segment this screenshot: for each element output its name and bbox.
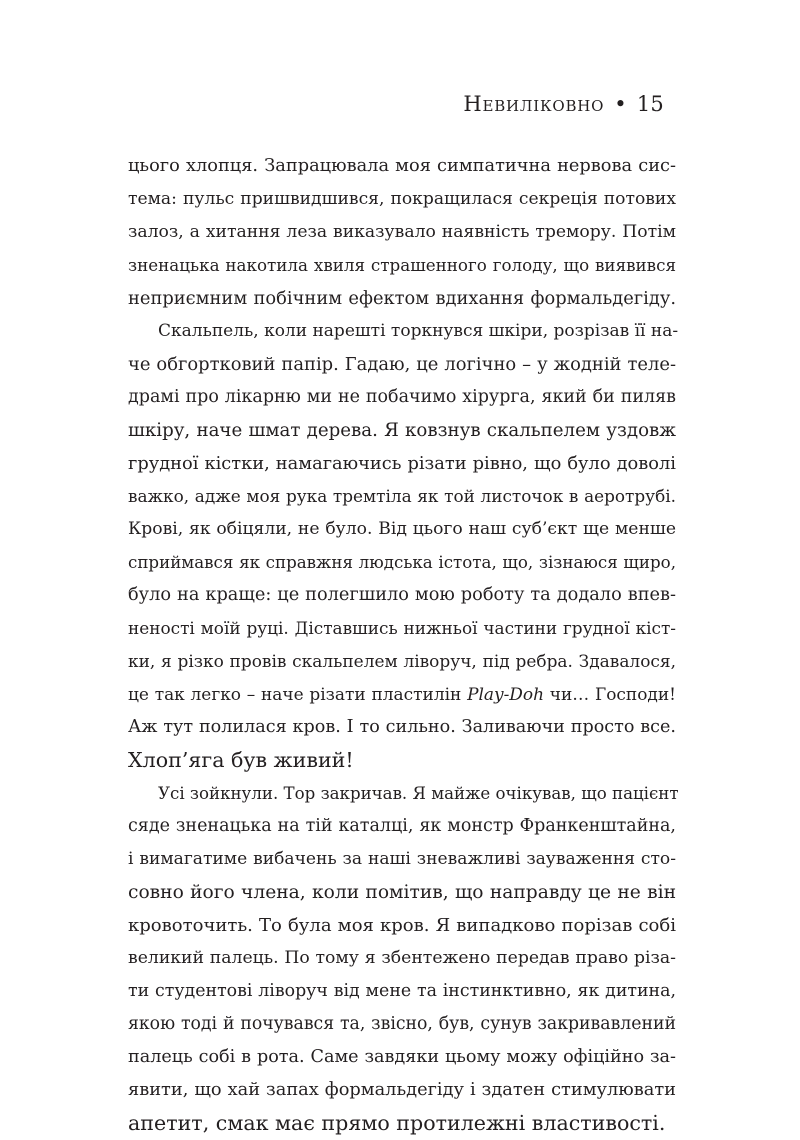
text-line: грудної кістки, намагаючись різати рівно, що було доволі	[128, 453, 676, 474]
running-header	[463, 92, 664, 116]
text-line: Крові, як обіцяли, не було. Від цього наш суб’єкт ще менше	[128, 519, 676, 539]
text-line: палець собі в рота. Саме завдяки цьому можу офіційно за-	[128, 1047, 676, 1067]
text-line: драмі про лікарню ми не побачимо хірурга, який би пиляв	[128, 387, 676, 407]
text-line: апетит, смак має прямо протилежні властивості.	[128, 1111, 666, 1135]
text-line: залоз, а хитання леза виказувало наявність тремору. Потім	[128, 222, 676, 242]
text-line: ки, я різко провів скальпелем ліворуч, під ребра. Здавалося,	[128, 651, 676, 671]
text-line: Усі зойкнули. Тор закричав. Я майже очікував, що пацієнт	[158, 784, 679, 803]
text-line: Аж тут полилася кров. І то сильно. Заливаючи просто все.	[128, 717, 676, 737]
body-text	[128, 150, 679, 1140]
text-line: Скальпель, коли нарешті торкнувся шкіри, розрізав її на-	[158, 321, 679, 341]
text-line: че обгортковий папір. Гадаю, це логічно – у жодній теле-	[128, 354, 676, 375]
text-line: тема: пульс пришвидшився, покращилася секреція потових	[128, 189, 676, 209]
text-segment: чи… Господи!	[544, 684, 676, 704]
text-line: совно його члена, коли помітив, що направду це не він	[128, 882, 676, 903]
text-line: важко, адже моя рука тремтіла як той листочок в аеротрубі.	[128, 486, 676, 506]
text-line: неприємним побічним ефектом вдихання формальдегіду.	[128, 288, 676, 309]
italic-brand-name: Play-Doh	[467, 684, 545, 704]
text-line: сяде зненацька на тій каталці, як монстр Франкенштайна,	[128, 816, 676, 836]
text-line: якою тоді й почувався та, звісно, був, сунув закривавлений	[128, 1014, 676, 1034]
text-line: цього хлопця. Запрацювала моя симпатична нервова сис-	[128, 156, 676, 176]
text-line: шкіру, наче шмат дерева. Я ковзнув скальпелем уздовж	[128, 420, 676, 441]
text-line: сприймався як справжня людська істота, що, зізнаюся щиро,	[128, 553, 676, 572]
text-line: і вимагатиме вибачень за наші зневажливі зауваження сто-	[128, 849, 676, 869]
text-line: неності моїй руці. Діставшись нижньої частини грудної кіст-	[128, 618, 676, 638]
page-number: 15	[636, 92, 664, 116]
running-header-title: Невиліковно	[463, 92, 605, 116]
text-line: ти студентові ліворуч від мене та інстинктивно, як дитина,	[128, 981, 676, 1001]
text-line: кровоточить. То була моя кров. Я випадково порізав собі	[128, 915, 676, 936]
text-line: було на краще: це полегшило мою роботу та додало впев-	[128, 585, 676, 605]
text-line	[128, 678, 676, 711]
text-line: великий палець. По тому я збентежено передав право різа-	[128, 948, 676, 968]
text-line: зненацька накотила хвиля страшенного голоду, що виявився	[128, 255, 676, 275]
text-line: явити, що хай запах формальдегіду і здатен стимулювати	[128, 1080, 676, 1100]
running-header-separator: •	[614, 92, 627, 116]
text-line: Хлоп’яга був живий!	[128, 748, 354, 772]
text-segment: це так легко – наче різати пластилін	[128, 684, 468, 704]
